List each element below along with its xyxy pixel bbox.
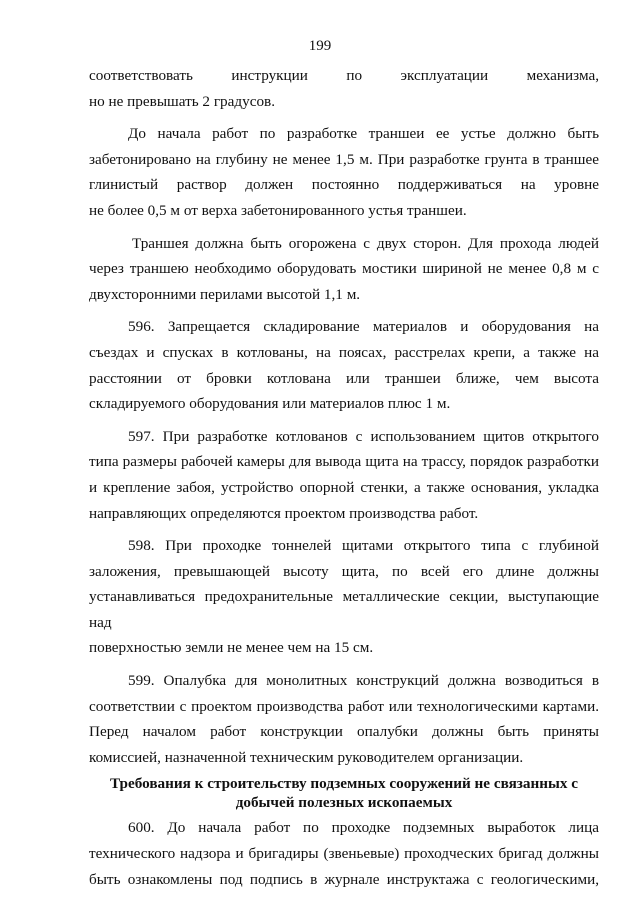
paragraph-597 <box>89 424 599 526</box>
text-line: 599. Опалубка для монолитных конструкций должна возводиться в <box>128 672 599 690</box>
section-heading <box>89 774 599 812</box>
text-line: соответствовать инструкции по эксплуатации механизма, <box>89 67 599 84</box>
paragraph-596 <box>89 314 599 416</box>
text-line: не более 0,5 м от верха забетонированного устья траншеи. <box>89 201 467 219</box>
section-heading-line: добычей полезных ископаемых <box>235 794 453 812</box>
text-line: но не превышать 2 градусов. <box>89 92 276 110</box>
text-line: съездах и спусках в котлованы, на поясах, расстрелах крепи, а также на <box>89 343 599 361</box>
text-line: 598. При проходке тоннелей щитами открытого типа с глубиной <box>128 537 599 555</box>
text-line: Траншея должна быть огорожена с двух сторон. Для прохода людей <box>132 234 599 252</box>
page-number: 199 <box>308 38 332 54</box>
text-line: складируемого оборудования или материалов плюс 1 м. <box>89 395 451 413</box>
text-line: соответствии с проектом производства работ или технологическими картами. <box>89 697 599 715</box>
text-line: До начала работ по разработке траншеи ее устье должно быть <box>128 125 599 143</box>
document-body <box>89 63 599 892</box>
text-line: поверхностью земли не менее чем на 15 см. <box>89 639 374 657</box>
text-line: типа размеры рабочей камеры для вывода щита на трассу, порядок разработки <box>89 453 599 471</box>
text-line: через траншею необходимо оборудовать мостики шириной не менее 0,8 м с <box>89 260 599 278</box>
paragraph-600 <box>89 815 599 892</box>
text-line: заложения, превышающей высоту щита, по всей его длине должны <box>89 562 599 580</box>
text-line: быть ознакомлены под подпись в журнале инструктажа с геологическими, <box>89 870 599 888</box>
text-line: технического надзора и бригадиры (звеньевые) проходческих бригад должны <box>89 845 599 863</box>
text-line: комиссией, назначенной техническим руководителем организации. <box>89 748 524 766</box>
paragraph-trench-mouth <box>89 121 599 223</box>
paragraph-598 <box>89 533 599 661</box>
text-line: двухсторонними перилами высотой 1,1 м. <box>89 285 361 303</box>
text-line: устанавливаться предохранительные металлические секции, выступающие над <box>89 588 599 631</box>
text-line: расстоянии от бровки котлована или траншеи ближе, чем высота <box>89 369 599 387</box>
text-line: 596. Запрещается складирование материалов и оборудования на <box>128 318 599 336</box>
text-line: забетонировано на глубину не менее 1,5 м. При разработке грунта в траншее <box>89 150 599 168</box>
text-line: 600. До начала работ по проходке подземных выработок лица <box>128 819 599 837</box>
text-line: Перед началом работ конструкции опалубки должны быть приняты <box>89 723 599 741</box>
text-line: глинистый раствор должен постоянно поддерживаться на уровне <box>89 176 599 194</box>
text-line: 597. При разработке котлованов с использованием щитов открытого <box>128 427 599 445</box>
section-heading-line: Требования к строительству подземных сооружений не связанных с <box>110 775 578 793</box>
text-line: направляющих определяются проектом производства работ. <box>89 504 479 522</box>
paragraph-599 <box>89 668 599 770</box>
paragraph-continuation <box>89 63 599 114</box>
text-line: и крепление забоя, устройство опорной стенки, а также основания, укладка <box>89 478 599 496</box>
paragraph-trench-fence <box>89 231 599 308</box>
